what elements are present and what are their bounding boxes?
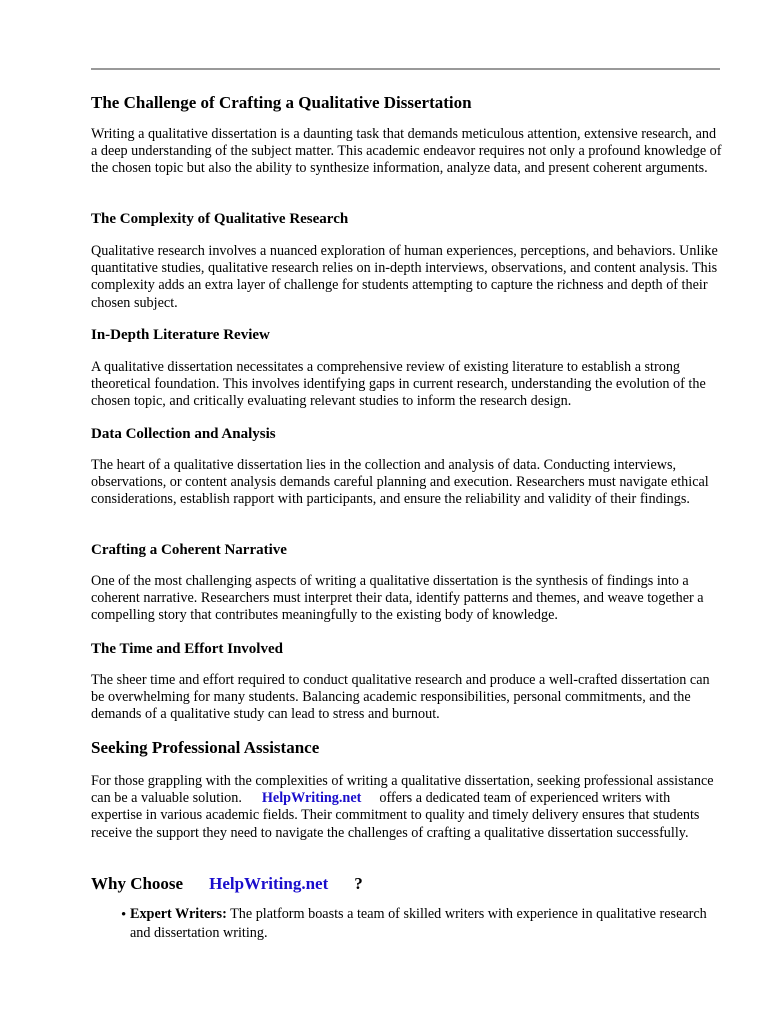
bullet-icon: • xyxy=(121,907,127,923)
why-choose-list xyxy=(91,905,723,943)
intro-paragraph: Writing a qualitative dissertation is a daunting task that demands meticulous attention, extensive research, and a deep understanding of the subject matter. This academic endeavor requires not only a profound knowledge of the chosen topic but also the ability to synthesize information, analyze data, and present coherent arguments. xyxy=(91,126,722,177)
section-body-data-collection: The heart of a qualitative dissertation lies in the collection and analysis of data. Conducting interviews, observations, or content analysis demands careful planning and execution. Researchers must navigate ethical considerations, establish rapport with participants, and ensure the reliability and validity of their findings. xyxy=(91,457,709,508)
document-title: The Challenge of Crafting a Qualitative Dissertation xyxy=(91,93,472,112)
why-choose-link[interactable]: HelpWriting.net xyxy=(209,874,329,893)
section-heading-narrative: Crafting a Coherent Narrative xyxy=(91,542,287,558)
why-choose-heading xyxy=(91,873,723,895)
section-body-complexity: Qualitative research involves a nuanced exploration of human experiences, perceptions, and behaviors. Unlike quantitative studies, qualitative research relies on in-depth interviews, observations, and content analysis. This complexity adds an extra layer of challenge for students attempting to capture the richness and depth of their chosen subject. xyxy=(91,243,718,311)
helpwriting-link[interactable]: HelpWriting.net xyxy=(261,790,362,807)
why-choose-prefix: Why Choose xyxy=(91,874,184,893)
list-item-term: Expert Writers: xyxy=(130,906,227,922)
section-body-narrative: One of the most challenging aspects of writing a qualitative dissertation is the synthesis of findings into a coherent narrative. Researchers must interpret their data, identify patterns and themes, and weave together a compelling story that contributes meaningfully to the existing body of knowledge. xyxy=(91,573,704,624)
section-heading-time-effort: The Time and Effort Involved xyxy=(91,641,283,657)
section-body-time-effort: The sheer time and effort required to conduct qualitative research and produce a well-crafted dissertation can be overwhelming for many students. Balancing academic responsibilities, personal commitments, and the demands of a qualitative study can lead to stress and burnout. xyxy=(91,672,710,723)
why-choose-suffix: ? xyxy=(354,874,363,893)
top-divider xyxy=(91,68,720,70)
assistance-text-after: offers a dedicated team of experienced writers with expertise in various academic fields. Their commitment to quality and timely delivery ensures that students receive the support they need to navigate the challenges of crafting a qualitative dissertation successfully. xyxy=(91,790,700,841)
list-item-text: The platform boasts a team of skilled writers with experience in qualitative research and dissertation writing. xyxy=(130,906,707,941)
list-item xyxy=(91,905,723,943)
section-heading-literature-review: In-Depth Literature Review xyxy=(91,327,270,343)
section-heading-data-collection: Data Collection and Analysis xyxy=(91,426,276,442)
assistance-heading: Seeking Professional Assistance xyxy=(91,738,320,757)
section-body-literature-review: A qualitative dissertation necessitates a comprehensive review of existing literature to establish a strong theoretical foundation. This involves identifying gaps in current research, understanding the evolution of the chosen topic, and critically evaluating relevant studies to inform the research design. xyxy=(91,359,706,410)
assistance-paragraph xyxy=(91,773,723,842)
section-heading-complexity: The Complexity of Qualitative Research xyxy=(91,211,349,227)
assistance-text-before: For those grappling with the complexities of writing a qualitative dissertation, seeking professional assistance can be a valuable solution. xyxy=(91,773,714,807)
